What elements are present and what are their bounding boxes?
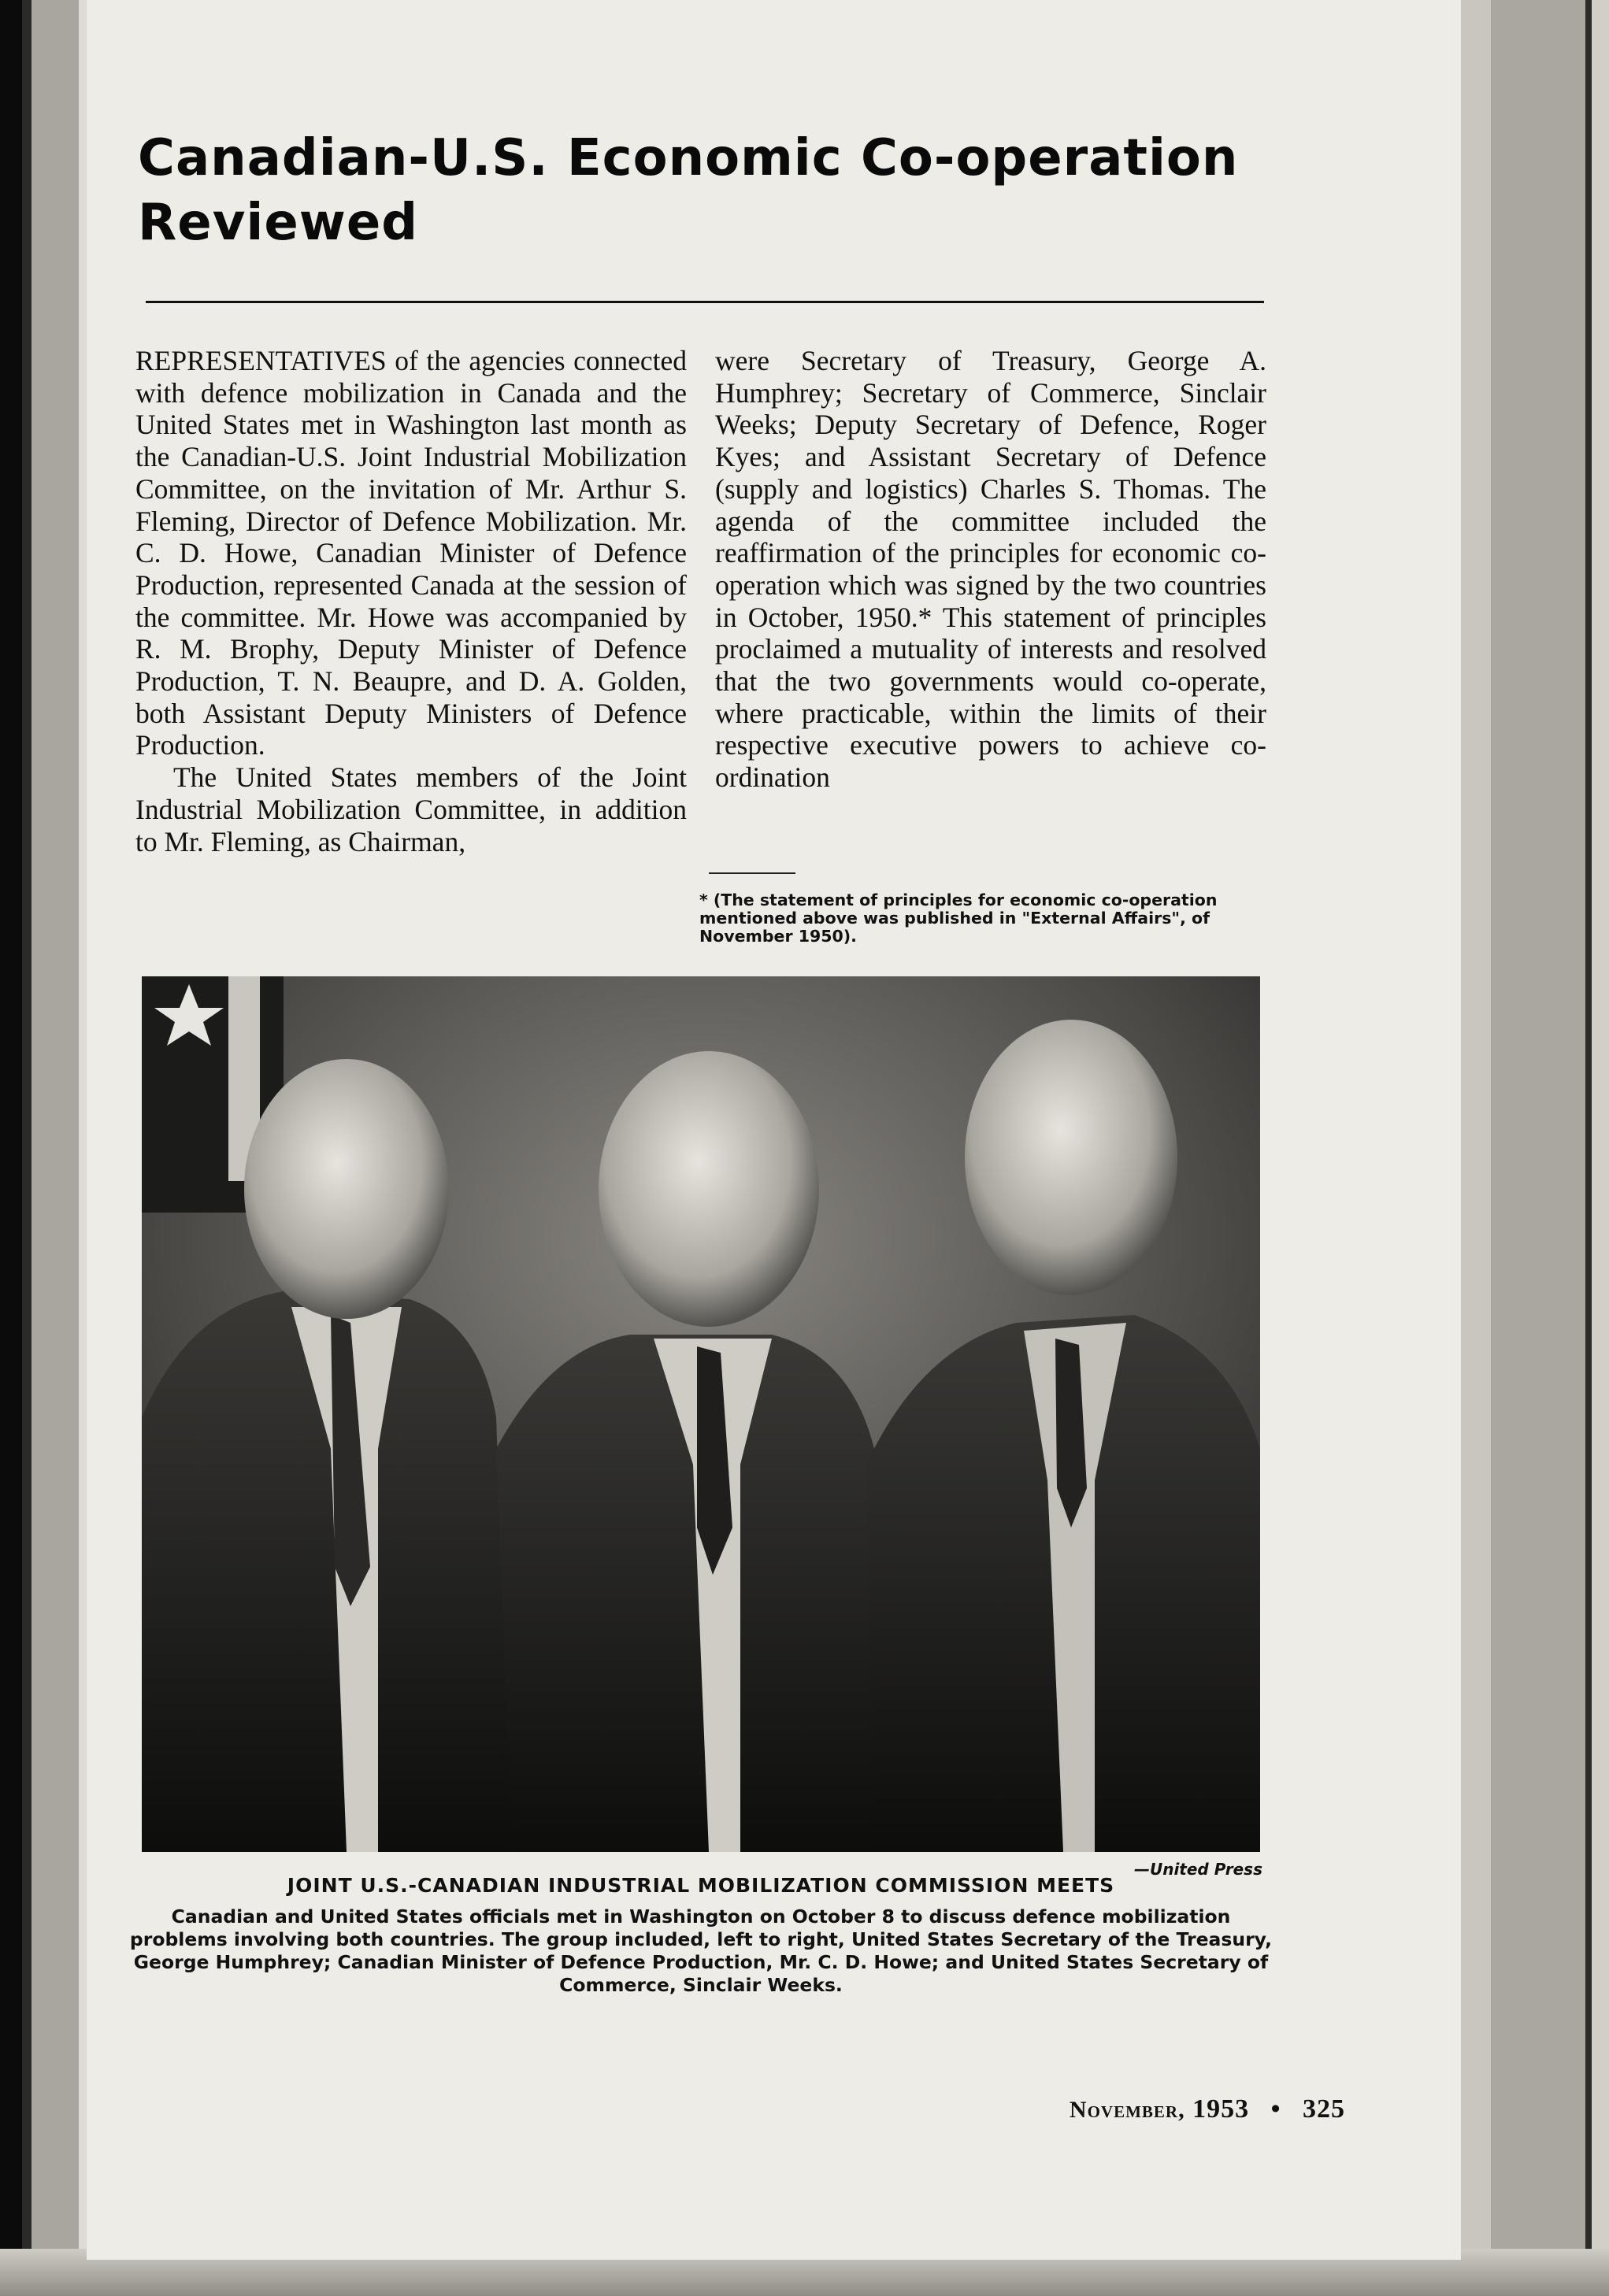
page-folio <box>1070 2094 1345 2124</box>
folio-page-number: 325 <box>1303 2094 1345 2124</box>
caption-body: Canadian and United States officials met in Washington on October 8 to discuss defence mobilization problems involving both countries. The group included, left to right, United States Secretary of the Treasury, George Humphrey; Canadian Minister of Defence Production, Mr. C. D. Howe; and United States Secretary of Commerce, Sinclair Weeks. <box>129 1905 1273 1996</box>
photo-three-officials <box>142 976 1260 1852</box>
left-column <box>135 345 687 857</box>
paragraph-3: were Secretary of Treasury, George A. Humphrey; Secretary of Commerce, Sinclair Weeks; Deputy Secretary of Defence, Roger Kyes; and Assistant Secretary of Defence (supply and logistics) Charles S. Thomas. The agenda of the committee included the reaffirmation of the principles for economic co-operation which was signed by the two countries in October, 1950.* This statement of principles proclaimed a mutuality of interests and resolved that the two governments would co-operate, where practicable, within the limits of their respective executive powers to achieve co-ordination <box>715 345 1266 794</box>
article-title: Canadian-U.S. Economic Co-operation Reviewed <box>138 129 1239 252</box>
left-binding-edge <box>0 0 79 2296</box>
folio-year: 1953 <box>1192 2094 1250 2124</box>
caption-title: JOINT U.S.-CANADIAN INDUSTRIAL MOBILIZATION COMMISSION MEETS <box>287 1874 1115 1897</box>
folio-separator: • <box>1270 2094 1281 2124</box>
footnote-rule <box>709 872 795 874</box>
footnote: * (The statement of principles for economic co-operation mentioned above was published in "External Affairs", of November 1950). <box>699 891 1218 946</box>
paragraph-2: The United States members of the Joint Industrial Mobilization Committee, in addition to Mr. Fleming, as Chairman, <box>135 761 687 857</box>
title-rule <box>146 301 1264 303</box>
photo-credit: —United Press <box>1133 1860 1262 1879</box>
folio-month: November, <box>1069 2097 1185 2123</box>
paragraph-1: REPRESENTATIVES of the agencies connected with defence mobilization in Canada and the United States met in Washington last month as the Canadian-U.S. Joint Industrial Mobilization Committee, on the invitation of Mr. Arthur S. Fleming, Director of Defence Mobilization. Mr. C. D. Howe, Canadian Minister of Defence Production, represented Canada at the session of the committee. Mr. Howe was accompanied by R. M. Brophy, Deputy Minister of Defence Production, T. N. Beaupre, and D. A. Golden, both Assistant Deputy Ministers of Defence Production. <box>135 345 687 761</box>
right-column <box>715 345 1266 794</box>
right-page-edge <box>1459 0 1609 2296</box>
